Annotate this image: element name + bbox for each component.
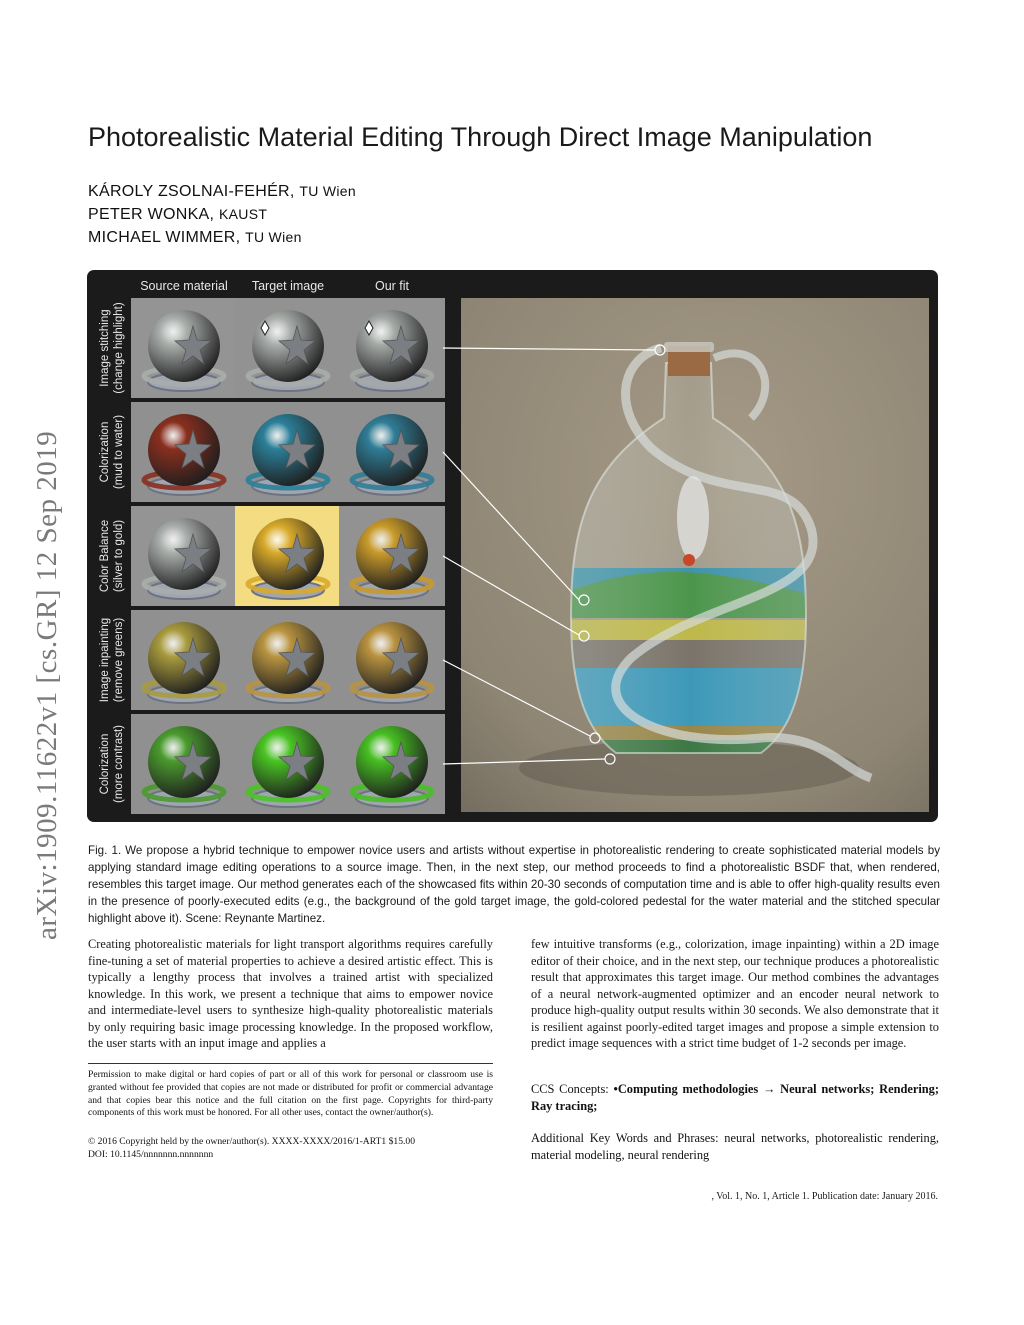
material-ball [131, 506, 237, 606]
material-tile-target [235, 402, 341, 502]
footnote-divider [88, 1063, 493, 1064]
row-label-line2: (silver to gold) [113, 519, 125, 593]
arxiv-identifier: arXiv:1909.11622v1 [cs.GR] 12 Sep 2019 [31, 430, 63, 940]
row-label-line1: Color Balance [99, 519, 111, 593]
row-label-line1: Image inpainting [99, 617, 111, 703]
caption-text: We propose a hybrid technique to empower novice users and artists without expertise in photorealistic rendering to create sophisticated material models by applying standard image editing operations to a source image. Then, in the next step, our method proceeds to find a photorealistic BSDF that, when rendered, resembles this target image. Our method generates each of the showcased fits within 20-30 seconds of computation time and is able to offer high-quality results even in the presence of poorly-executed edits (e.g., the background of the gold target image, the gold-colored pedestal for the water material and the stitched specular highlight above it). Scene: Reynante Martinez. [88, 844, 940, 925]
row-label [98, 610, 128, 710]
material-tile-fit [339, 402, 445, 502]
material-tile-source [131, 298, 237, 398]
paper-title: Photorealistic Material Editing Through Direct Image Manipulation [88, 122, 873, 152]
row-label [98, 298, 128, 398]
author-name: KÁROLY ZSOLNAI-FEHÉR, [88, 183, 295, 200]
material-ball [131, 610, 237, 710]
material-tile-source [131, 402, 237, 502]
additional-keywords: Additional Key Words and Phrases: neural networks, photorealistic rendering, material modeling, neural rendering [531, 1131, 939, 1162]
row-label [98, 714, 128, 814]
material-ball [339, 298, 445, 398]
material-ball [235, 714, 341, 814]
material-ball [235, 506, 341, 606]
row-label-line1: Colorization [99, 733, 111, 795]
bottle-scene-image [461, 298, 929, 812]
publication-footer: , Vol. 1, No. 1, Article 1. Publication date: January 2016. [711, 1191, 938, 1202]
caption-label: Fig. 1. [88, 844, 122, 857]
material-tile-source [131, 714, 237, 814]
material-ball [131, 714, 237, 814]
column-header-fit: Our fit [374, 279, 410, 293]
material-tile-target [235, 506, 341, 606]
ccs-text: •Computing methodologies → Neural networks; Rendering; Ray tracing; [531, 1082, 939, 1113]
material-ball [131, 298, 237, 398]
material-ball [131, 402, 237, 502]
material-ball [235, 298, 341, 398]
material-ball [339, 714, 445, 814]
row-label-line2: (change highlight) [113, 302, 125, 394]
copyright-notice: © 2016 Copyright held by the owner/author(s). XXXX-XXXX/2016/1-ART1 $15.00 [88, 1136, 415, 1147]
bottle-scene-illustration [461, 298, 929, 812]
material-tile-fit [339, 714, 445, 814]
column-header-target: Target image [251, 279, 325, 293]
row-label-line2: (more contrast) [113, 725, 125, 803]
teaser-figure [87, 270, 938, 822]
material-tile-fit [339, 610, 445, 710]
material-ball [235, 610, 341, 710]
row-label-line2: (remove greens) [113, 617, 125, 703]
author-1 [88, 180, 356, 203]
figure-caption [88, 842, 940, 927]
abstract-left: Creating photorealistic materials for light transport algorithms requires carefully fine-tuning a set of material properties to achieve a desired artistic effect. This is typically a lengthy process that involves a trained artist with specialized knowledge. In this work, we present a technique that aims to empower novice and intermediate-level users to synthesize high-quality photorealistic materials by only requiring basic image processing knowledge. In the proposed workflow, the user starts with an input image and applies a [88, 937, 493, 1050]
material-tile-source [131, 506, 237, 606]
author-affiliation: KAUST [219, 206, 268, 222]
author-2 [88, 203, 356, 226]
ccs-concepts [531, 1081, 939, 1114]
row-label [98, 402, 128, 502]
material-ball [339, 402, 445, 502]
material-ball [339, 506, 445, 606]
material-tile-fit [339, 298, 445, 398]
material-tile-source [131, 610, 237, 710]
row-label-line2: (mud to water) [113, 414, 125, 490]
permission-notice: Permission to make digital or hard copies of part or all of this work for personal or classroom use is granted without fee provided that copies are not made or distributed for profit or commercial advantage and that copies bear this notice and the full citation on the first page. Copyrights for third-party components of this work must be honored. For all other uses, contact the owner/author(s). [88, 1069, 493, 1119]
row-label [98, 506, 128, 606]
doi-line: DOI: 10.1145/nnnnnnn.nnnnnnn [88, 1149, 214, 1160]
author-affiliation: TU Wien [245, 229, 302, 245]
material-ball [235, 402, 341, 502]
material-tile-fit [339, 506, 445, 606]
author-name: PETER WONKA, [88, 206, 215, 223]
row-label-line1: Colorization [99, 421, 111, 483]
material-ball [339, 610, 445, 710]
column-header-source: Source material [140, 279, 228, 293]
author-list [88, 180, 356, 249]
material-tile-target [235, 714, 341, 814]
material-tile-target [235, 298, 341, 398]
material-tile-target [235, 610, 341, 710]
ccs-label: CCS Concepts: [531, 1082, 614, 1096]
row-label-line1: Image stitching [99, 309, 111, 387]
abstract-right: few intuitive transforms (e.g., colorization, image inpainting) within a 2D image editor of their choice, and in the next step, our technique produces a photorealistic result that approximates this target image. Our method combines the advantages of a neural network-augmented optimizer and an encoder neural network to produce high-quality output results within 30 seconds. We also demonstrate that it is resilient against poorly-edited target images and propose a simple extension to predict image sequences with a strict time budget of 1-2 seconds per image. [531, 937, 939, 1050]
author-3 [88, 226, 356, 249]
author-name: MICHAEL WIMMER, [88, 229, 241, 246]
author-affiliation: TU Wien [299, 183, 356, 199]
